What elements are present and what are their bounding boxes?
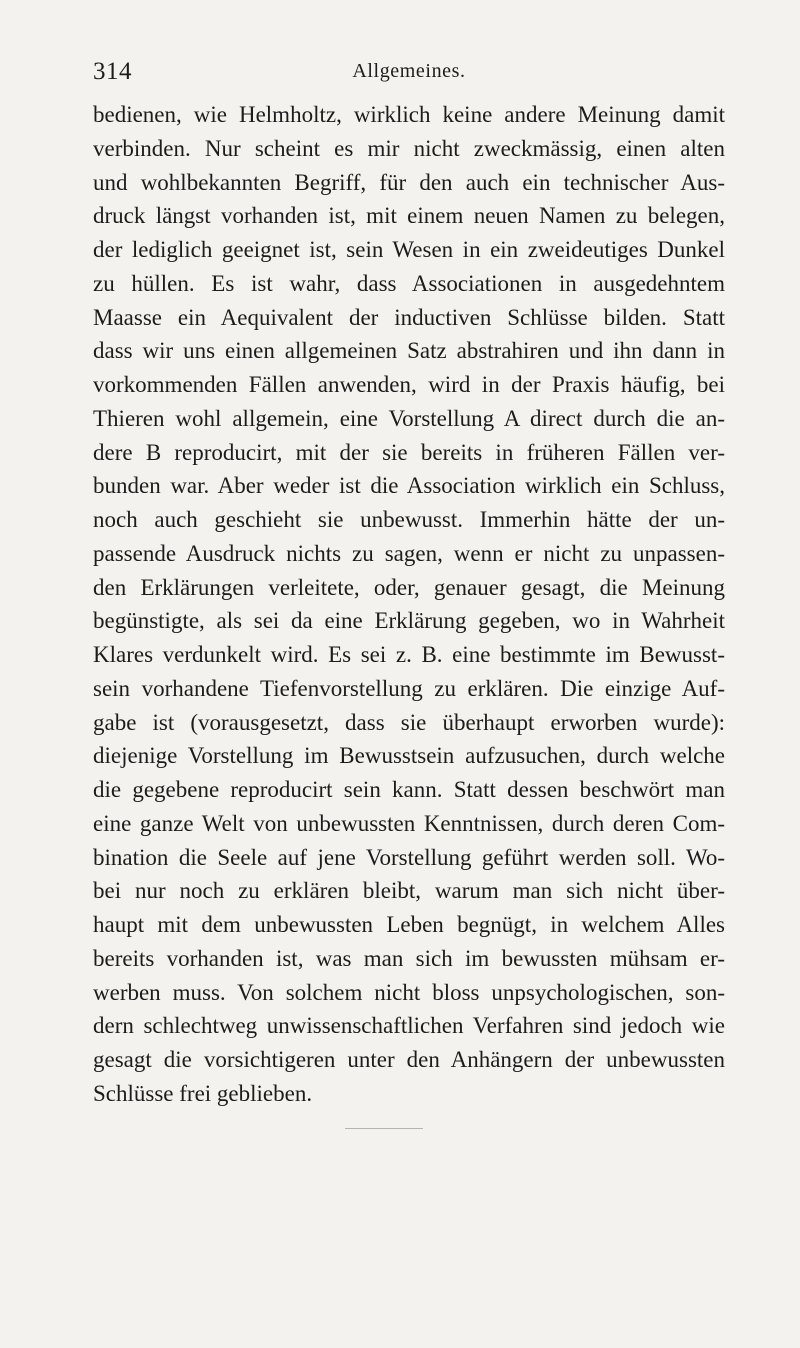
text-line: gabe ist (vorausgesetzt, dass sie überhaupt erworben wurde): xyxy=(93,709,725,735)
text-line: den Erklärungen verleitete, oder, genauer gesagt, die Meinung xyxy=(93,574,725,600)
text-line: passende Ausdruck nichts zu sagen, wenn er nicht zu unpassen- xyxy=(93,540,725,566)
text-line: gesagt die vorsichtigeren unter den Anhängern der unbewussten xyxy=(93,1047,725,1072)
text-line: druck längst vorhanden ist, mit einem neuen Namen zu belegen, xyxy=(93,203,725,229)
text-line: haupt mit dem unbewussten Leben begnügt, in welchem Alles xyxy=(93,912,725,937)
text-line: sein vorhandene Tiefenvorstellung zu erklären. Die einzige Auf- xyxy=(93,675,725,701)
text-line: zu hüllen. Es ist wahr, dass Associationen in ausgedehntem xyxy=(93,270,725,296)
body-text xyxy=(93,98,725,1111)
text-line: dass wir uns einen allgemeinen Satz abstrahiren und ihn dann in xyxy=(93,338,725,364)
text-line: eine ganze Welt von unbewussten Kenntnissen, durch deren Com- xyxy=(93,810,725,836)
text-line: bination die Seele auf jene Vorstellung geführt werden soll. Wo- xyxy=(93,844,725,870)
text-line: dern schlechtweg unwissenschaftlichen Verfahren sind jedoch wie xyxy=(93,1013,725,1039)
text-line: vorkommenden Fällen anwenden, wird in der Praxis häufig, bei xyxy=(93,372,725,397)
text-line: bunden war. Aber weder ist die Association wirklich ein Schluss, xyxy=(93,473,725,499)
text-line: bei nur noch zu erklären bleibt, warum man sich nicht über- xyxy=(93,878,725,904)
page-number: 314 xyxy=(93,58,132,85)
text-line: und wohlbekannten Begriff, für den auch ein technischer Aus- xyxy=(93,169,725,195)
page-header xyxy=(93,58,725,90)
text-line: die gegebene reproducirt sein kann. Statt dessen beschwört man xyxy=(93,777,725,802)
text-line-last: Schlüsse frei geblieben. xyxy=(93,1080,313,1106)
text-line: begünstigte, als sei da eine Erklärung gegeben, wo in Wahrheit xyxy=(93,608,725,634)
text-line: dere B reproducirt, mit der sie bereits in früheren Fällen ver- xyxy=(93,439,725,465)
text-line: bereits vorhanden ist, was man sich im bewussten mühsam er- xyxy=(93,945,725,971)
text-line: Maasse ein Aequivalent der inductiven Schlüsse bilden. Statt xyxy=(93,304,725,330)
running-title: Allgemeines. xyxy=(352,60,466,82)
text-line: verbinden. Nur scheint es mir nicht zweckmässig, einen alten xyxy=(93,135,725,161)
text-line: der lediglich geeignet ist, sein Wesen in ein zweideutiges Dunkel xyxy=(93,237,725,262)
text-line: Klares verdunkelt wird. Es sei z. B. eine bestimmte im Bewusst- xyxy=(93,642,725,667)
footer-rule xyxy=(345,1128,423,1129)
text-line: Thieren wohl allgemein, eine Vorstellung A direct durch die an- xyxy=(93,405,725,431)
text-line: diejenige Vorstellung im Bewusstsein aufzusuchen, durch welche xyxy=(93,743,725,769)
text-line: bedienen, wie Helmholtz, wirklich keine andere Meinung damit xyxy=(93,102,725,127)
text-line: noch auch geschieht sie unbewusst. Immerhin hätte der un- xyxy=(93,507,725,532)
text-line: werben muss. Von solchem nicht bloss unpsychologischen, son- xyxy=(93,979,725,1005)
